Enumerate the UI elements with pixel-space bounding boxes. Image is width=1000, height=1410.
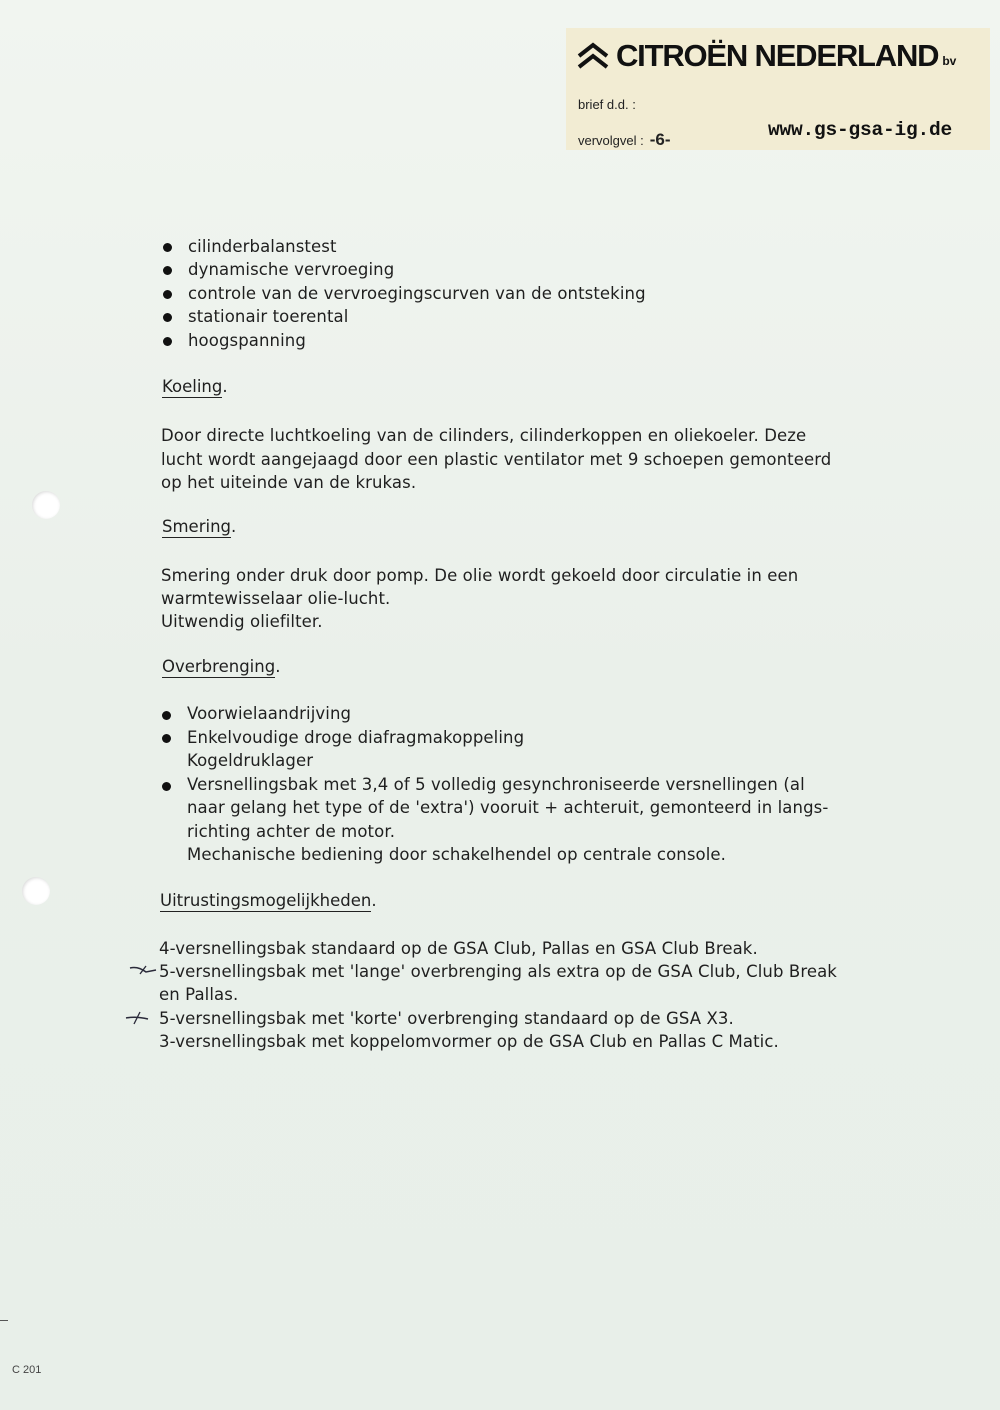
bullet-dot [162,734,171,743]
paragraph-line: 5-versnellingsbak met 'lange' overbrenging als extra op de GSA Club, Club Break [159,962,837,981]
list-item: cilinderbalanstest [188,237,337,256]
heading-text: Koeling [162,377,223,396]
list-item: stationair toerental [188,307,349,326]
edge-mark [0,1320,8,1321]
bullet-dot [163,313,172,322]
handwritten-tick-mark [124,1008,154,1028]
bullet-dot [162,711,171,720]
punch-hole-bottom [22,877,50,905]
bullet-dot [163,266,172,275]
citroen-chevrons-logo [576,42,610,70]
website-stamp: www.gs-gsa-ig.de [768,119,953,141]
vervolgvel-label: vervolgvel : [578,133,644,148]
brand-suffix: bv [942,54,957,68]
paragraph-line: Uitwendig oliefilter. [161,612,323,631]
paragraph-line: warmtewisselaar olie-lucht. [161,589,391,608]
punch-hole-top [32,491,60,519]
heading-text: Uitrustingsmogelijkheden [160,891,372,910]
list-item: hoogspanning [188,331,306,350]
form-code: C 201 [12,1364,42,1376]
section-heading-smering: Smering. [162,517,237,536]
list-item-continuation: richting achter de motor. [187,822,396,841]
brief-date-label: brief d.d. : [578,97,636,112]
paragraph-line: Smering onder druk door pomp. De olie wordt gekoeld door circulatie in een [161,566,799,585]
list-item-continuation: Kogeldruklager [187,751,314,770]
list-item: dynamische vervroeging [188,260,395,279]
bullet-dot [163,243,172,252]
vervolgvel-field [578,130,671,150]
list-item: Voorwielaandrijving [187,704,352,723]
list-item-continuation: naar gelang het type of de 'extra') vooruit + achteruit, gemonteerd in langs- [187,798,829,817]
section-heading-uitrusting: Uitrustingsmogelijkheden. [160,891,377,910]
handwritten-tick-mark [128,960,158,980]
list-item: controle van de vervroegingscurven van de ontsteking [188,284,646,303]
paragraph-line: op het uiteinde van de krukas. [161,473,417,492]
paragraph-line: 5-versnellingsbak met 'korte' overbrenging standaard op de GSA X3. [159,1009,734,1028]
bullet-dot [163,290,172,299]
section-heading-overbrenging: Overbrenging. [162,657,281,676]
list-item: Enkelvoudige droge diafragmakoppeling [187,728,525,747]
page-number: -6- [649,130,671,149]
list-item: Versnellingsbak met 3,4 of 5 volledig gesynchroniseerde versnellingen (al [187,775,805,794]
paragraph-line: 3-versnellingsbak met koppelomvormer op de GSA Club en Pallas C Matic. [159,1032,779,1051]
heading-text: Smering [162,517,231,536]
paragraph-line: 4-versnellingsbak standaard op de GSA Club, Pallas en GSA Club Break. [159,939,758,958]
paragraph-line: lucht wordt aangejaagd door een plastic ventilator met 9 schoepen gemonteerd [161,450,832,469]
letterhead-brand [576,36,990,76]
heading-text: Overbrenging [162,657,276,676]
brand-name: CITROËN NEDERLAND [616,38,939,73]
paragraph-line: Door directe luchtkoeling van de cilinders, cilinderkoppen en oliekoeler. Deze [161,426,807,445]
bullet-dot [163,337,172,346]
list-item-continuation: Mechanische bediening door schakelhendel op centrale console. [187,845,727,864]
bullet-dot [162,782,171,791]
paragraph-line: en Pallas. [159,985,239,1004]
section-heading-koeling: Koeling. [162,377,228,396]
